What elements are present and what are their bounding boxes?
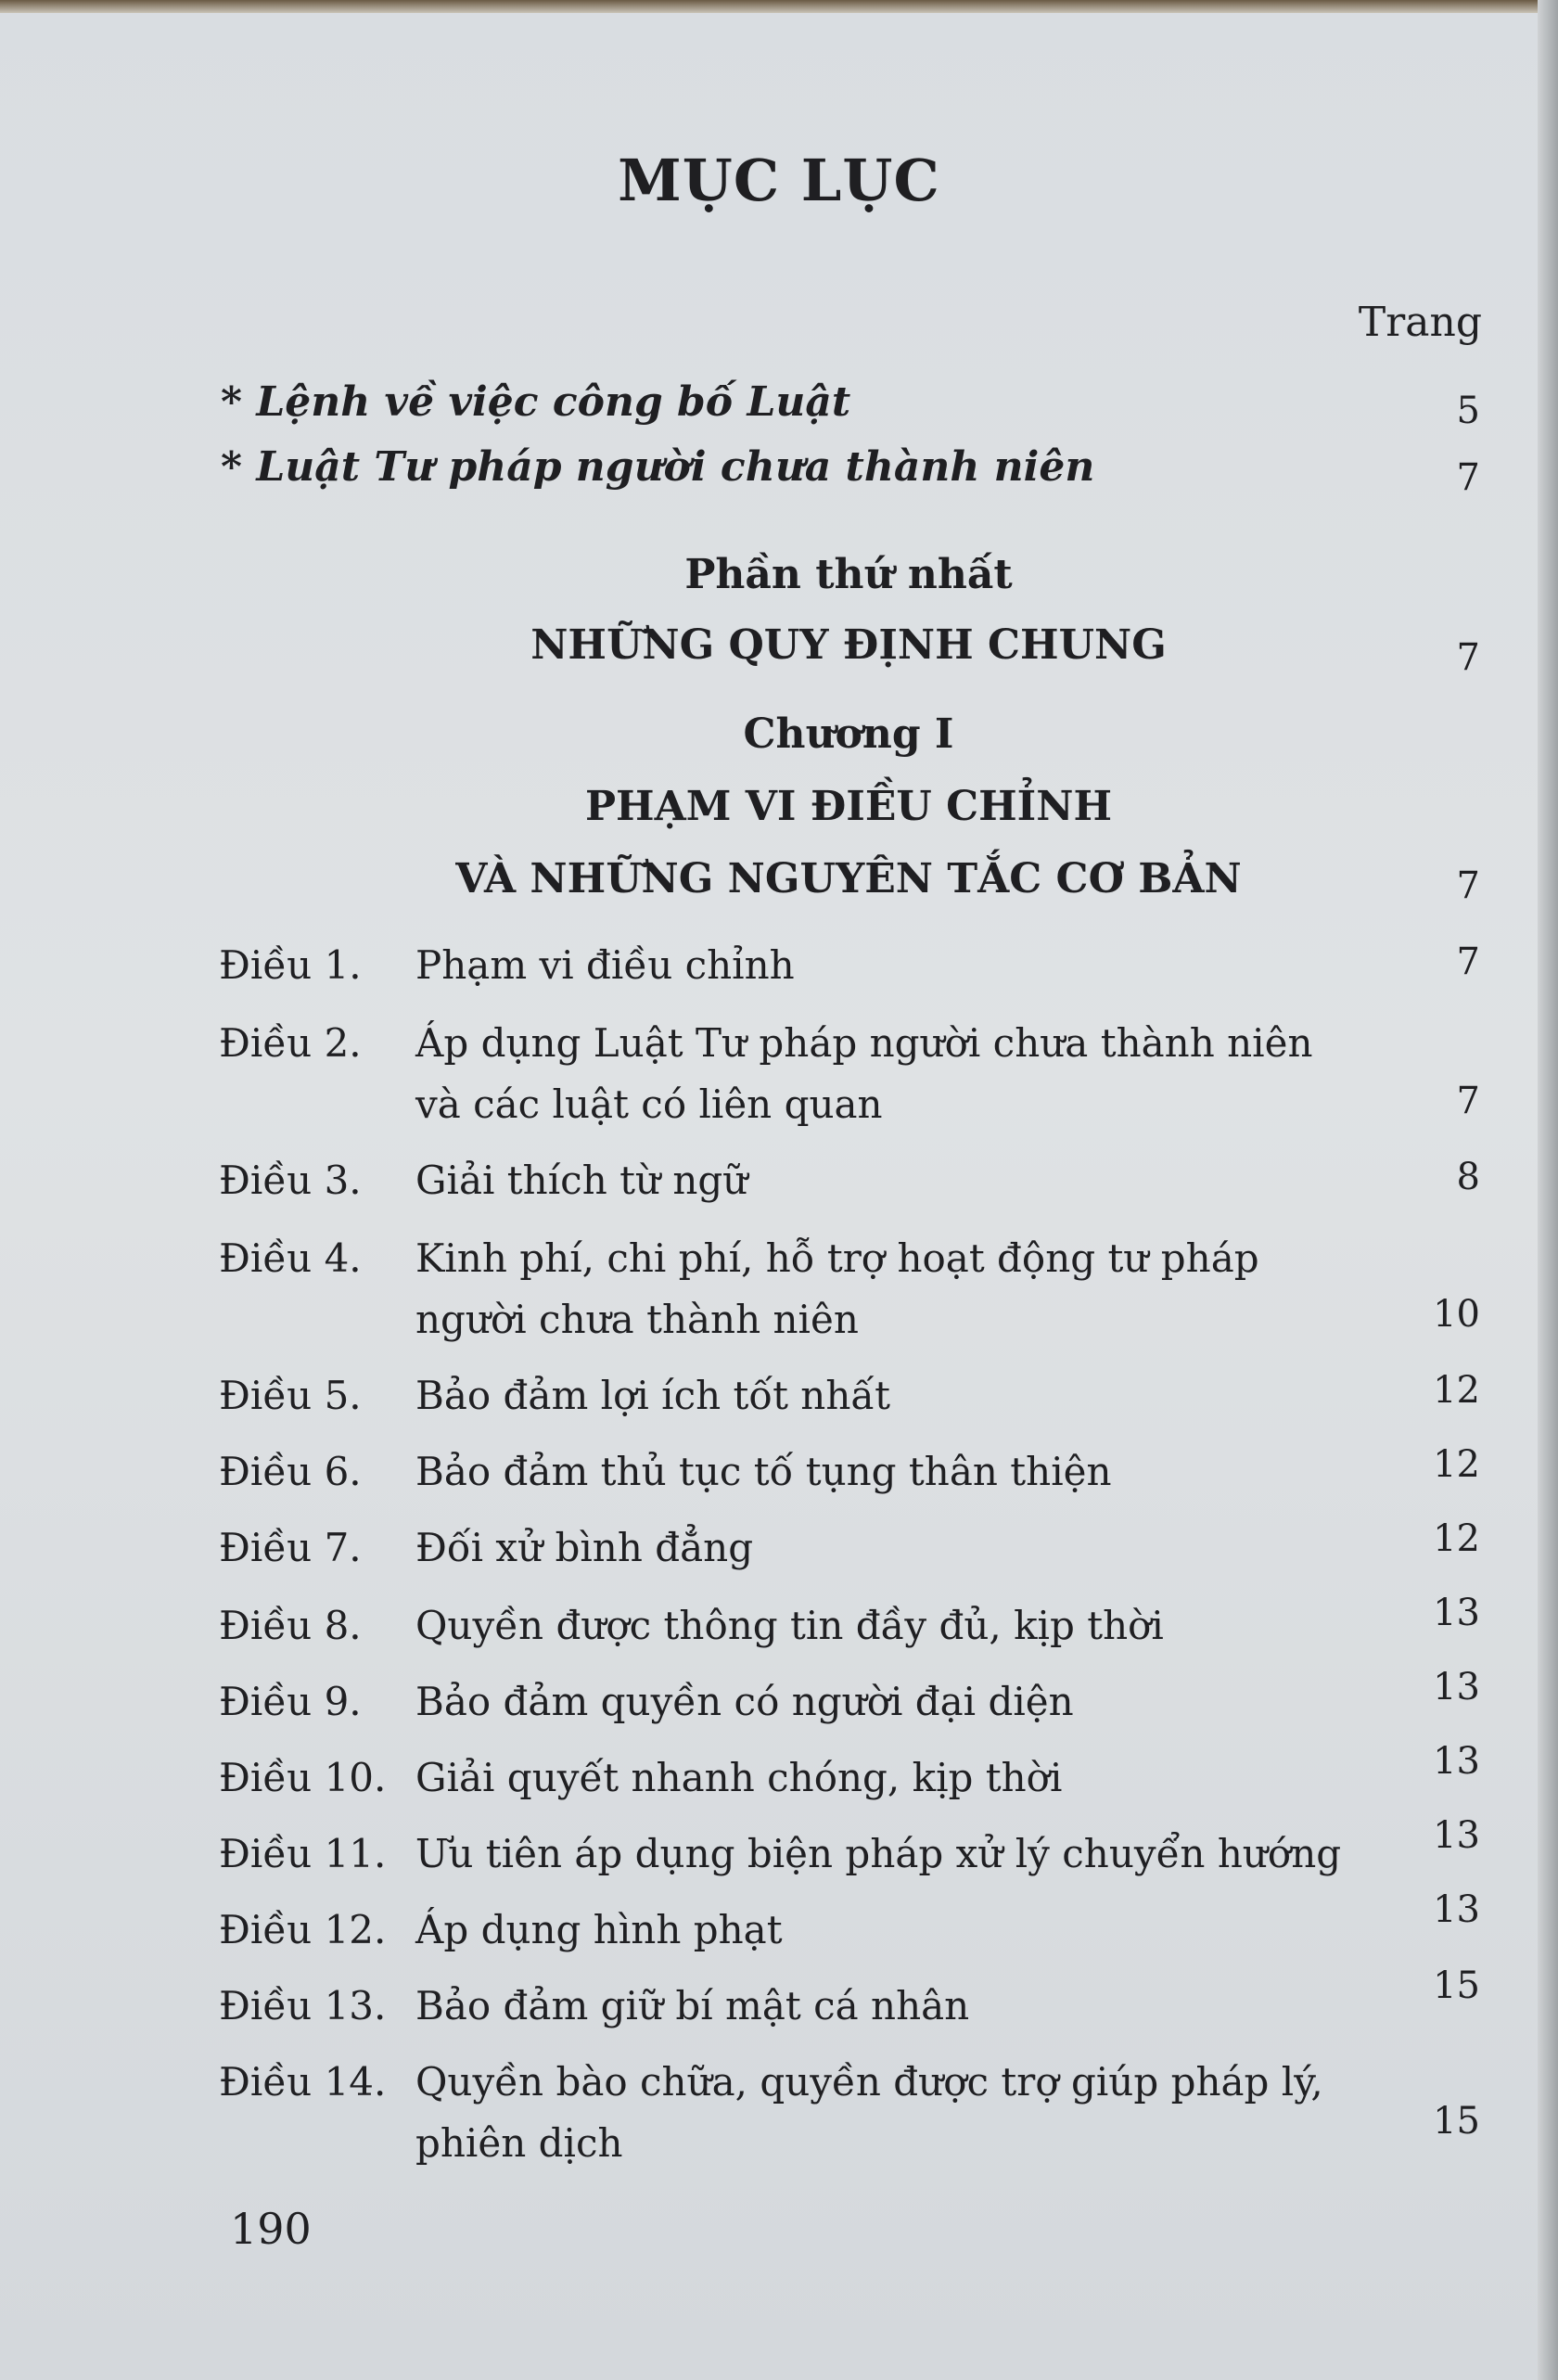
article-title: Đối xử bình đẳng — [415, 1525, 754, 1570]
page-ref: 13 — [1433, 1888, 1480, 1931]
article-title: Ưu tiên áp dụng biện pháp xử lý chuyển hướng — [415, 1831, 1342, 1876]
part-name: Phần thứ nhất — [684, 551, 1013, 598]
article-label: Điều 1. — [219, 942, 362, 988]
article-title-line2: phiên dịch — [415, 2120, 623, 2166]
article-title: Phạm vi điều chỉnh — [415, 942, 795, 988]
page-ref: 13 — [1433, 1740, 1480, 1783]
chapter-name: Chương I — [743, 710, 954, 758]
article-title-line2: người chưa thành niên — [415, 1297, 859, 1342]
page-ref: 15 — [1433, 2100, 1480, 2143]
article-title: Giải quyết nhanh chóng, kịp thời — [415, 1755, 1063, 1800]
article-label: Điều 6. — [219, 1449, 362, 1494]
article-label: Điều 11. — [219, 1831, 387, 1876]
article-title: Giải thích từ ngữ — [415, 1158, 748, 1203]
article-label: Điều 13. — [219, 1983, 387, 2028]
page-ref: 5 — [1456, 390, 1480, 432]
page-edge-top — [0, 0, 1558, 13]
article-label: Điều 14. — [219, 2059, 387, 2105]
article-title-line1: Quyền bào chữa, quyền được trợ giúp pháp lý, — [415, 2059, 1323, 2105]
article-title-line1: Áp dụng Luật Tư pháp người chưa thành niên — [415, 1020, 1313, 1066]
article-title: Quyền được thông tin đầy đủ, kịp thời — [415, 1603, 1164, 1648]
article-label: Điều 2. — [219, 1020, 362, 1066]
article-title: Bảo đảm giữ bí mật cá nhân — [415, 1983, 970, 2028]
page-number: 190 — [230, 2204, 312, 2254]
page-ref: 12 — [1433, 1369, 1480, 1412]
article-label: Điều 10. — [219, 1755, 387, 1800]
page-ref: 12 — [1433, 1443, 1480, 1486]
page-ref: 7 — [1456, 1080, 1480, 1122]
front-matter-item: * Lệnh về việc công bố Luật — [221, 378, 851, 426]
article-title-line1: Kinh phí, chi phí, hỗ trợ hoạt động tư pháp — [415, 1235, 1259, 1281]
article-title: Bảo đảm thủ tục tố tụng thân thiện — [415, 1449, 1112, 1494]
article-title: Bảo đảm quyền có người đại diện — [415, 1679, 1074, 1724]
article-label: Điều 8. — [219, 1603, 362, 1648]
page-ref: 13 — [1433, 1814, 1480, 1857]
page-ref: 13 — [1433, 1666, 1480, 1708]
part-title: NHỮNG QUY ĐỊNH CHUNG — [530, 621, 1167, 669]
page-ref: 7 — [1456, 864, 1480, 907]
page-ref: 12 — [1433, 1517, 1480, 1560]
page-edge-right — [1538, 0, 1558, 2380]
article-label: Điều 3. — [219, 1158, 362, 1203]
page-ref: 7 — [1456, 940, 1480, 983]
article-label: Điều 9. — [219, 1679, 362, 1724]
chapter-title-line2: VÀ NHỮNG NGUYÊN TẮC CƠ BẢN — [455, 855, 1242, 902]
page-title: MỤC LỤC — [618, 147, 940, 214]
article-label: Điều 12. — [219, 1907, 387, 1952]
front-matter-item: * Luật Tư pháp người chưa thành niên — [221, 443, 1095, 491]
article-label: Điều 4. — [219, 1235, 362, 1281]
article-title: Áp dụng hình phạt — [415, 1907, 783, 1952]
chapter-title-line1: PHẠM VI ĐIỀU CHỈNH — [584, 783, 1113, 830]
article-label: Điều 5. — [219, 1373, 362, 1418]
article-title-line2: và các luật có liên quan — [415, 1081, 883, 1127]
page-ref: 7 — [1456, 456, 1480, 499]
article-title: Bảo đảm lợi ích tốt nhất — [415, 1373, 891, 1418]
article-label: Điều 7. — [219, 1525, 362, 1570]
page-ref: 8 — [1456, 1156, 1480, 1198]
page-ref: 15 — [1433, 1964, 1480, 2007]
page-ref: 13 — [1433, 1592, 1480, 1634]
page-ref: 10 — [1433, 1293, 1480, 1336]
page-ref: 7 — [1456, 636, 1480, 679]
page-column-header: Trang — [1358, 299, 1482, 346]
